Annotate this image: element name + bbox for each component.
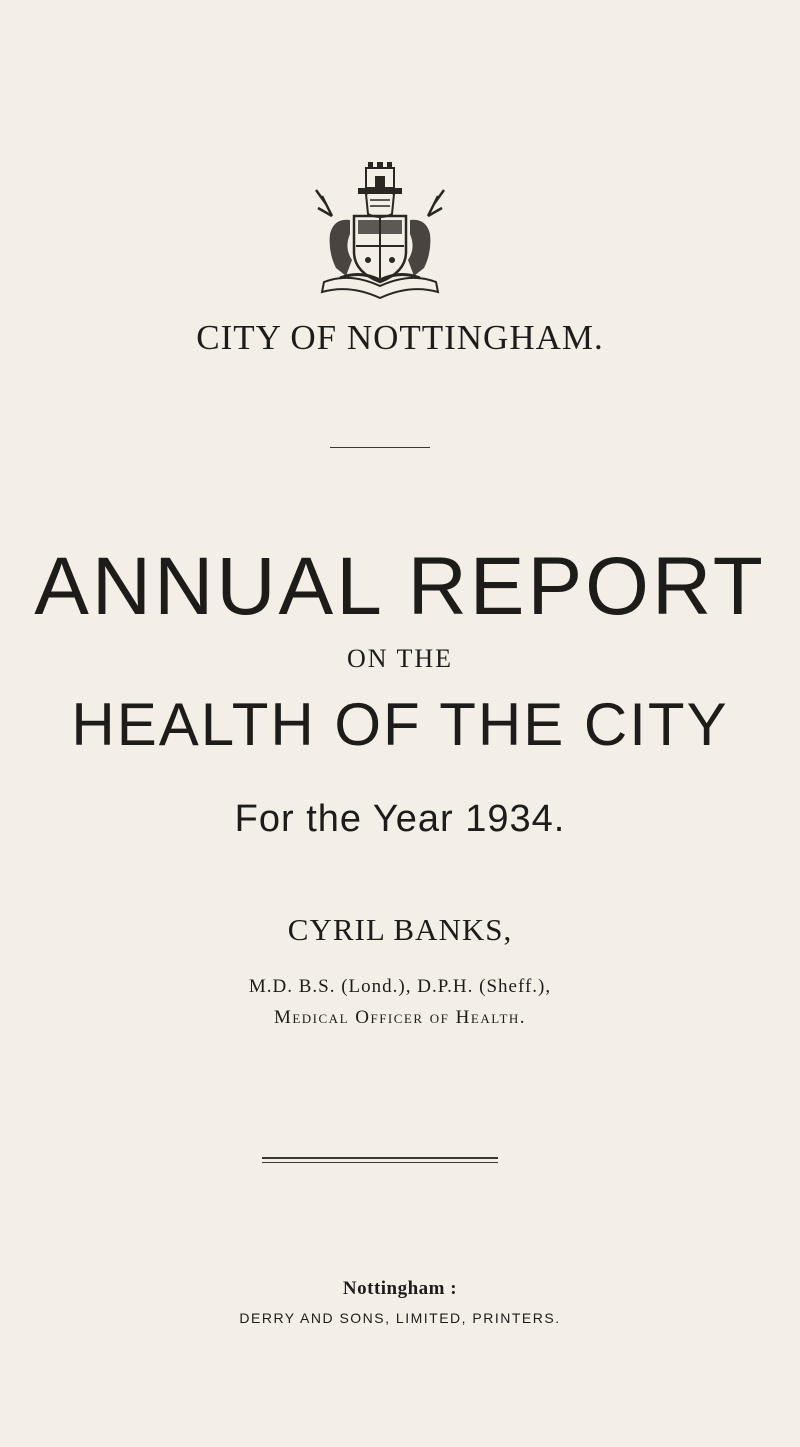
title-connector: ON THE <box>346 644 454 673</box>
report-year: For the Year 1934. <box>234 798 566 840</box>
author-qualifications: M.D. B.S. (Lond.), D.P.H. (Sheff.), <box>248 976 552 997</box>
author-name: CYRIL BANKS, <box>287 912 513 947</box>
imprint-printer: DERRY AND SONS, LIMITED, PRINTERS. <box>239 1310 561 1326</box>
double-rule-top <box>262 1157 498 1159</box>
imprint-place: Nottingham : <box>342 1278 458 1299</box>
author-position: Medical Officer of Health. <box>273 1007 527 1028</box>
city-title: CITY OF NOTTINGHAM. <box>196 318 604 357</box>
report-subject: HEALTH OF THE CITY <box>71 691 729 758</box>
report-title: ANNUAL REPORT <box>34 541 766 632</box>
coat-of-arms-icon <box>310 160 450 300</box>
divider-rule <box>330 447 430 448</box>
double-rule-bottom <box>262 1162 498 1163</box>
